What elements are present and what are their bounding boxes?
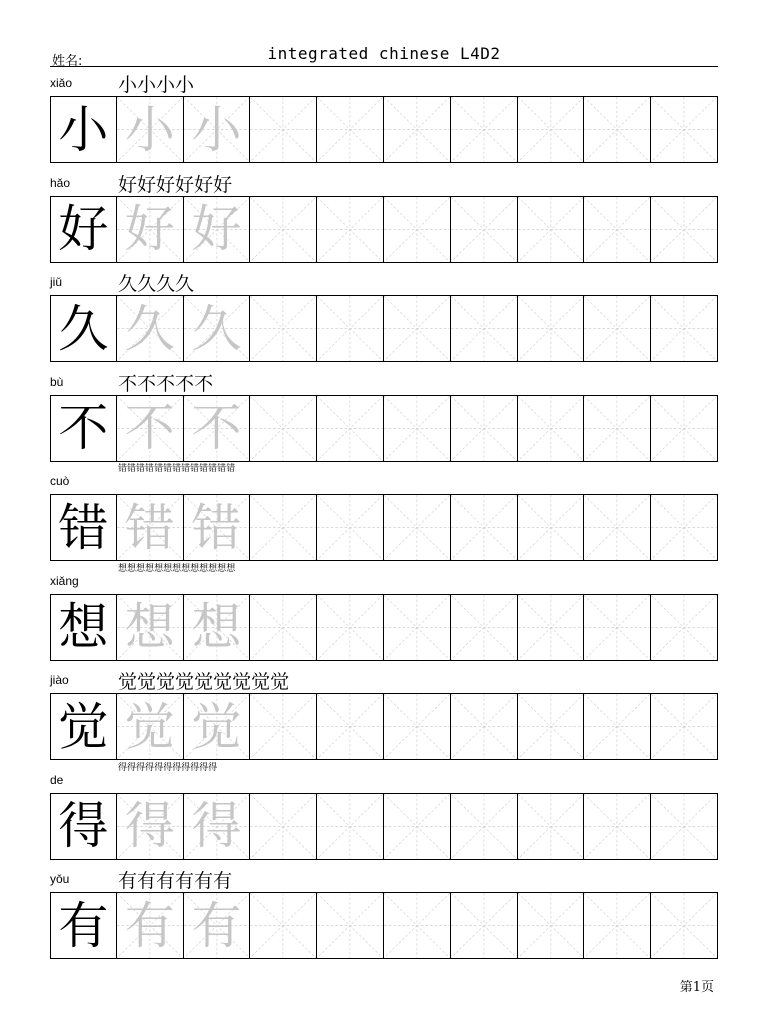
trace-character: 不 [191,399,242,457]
empty-practice-box[interactable] [451,892,518,959]
empty-practice-box[interactable] [250,295,317,362]
stroke-step: 得 [181,762,191,773]
empty-practice-box[interactable] [651,395,718,462]
stroke-step: 有 [213,870,233,892]
stroke-step: 得 [145,762,155,773]
stroke-step: 想 [217,563,227,574]
stroke-step: 觉 [194,671,214,693]
empty-practice-box[interactable] [518,892,585,959]
grid-guide-lines [584,97,650,162]
grid-guide-lines [384,197,450,262]
stroke-step: 错 [208,464,218,474]
stroke-step: 想 [181,563,191,574]
model-character-box [50,395,117,462]
stroke-step: 想 [127,563,137,574]
grid-guide-lines [250,396,316,461]
trace-character-box[interactable] [184,793,251,860]
grid-guide-lines [250,495,316,560]
stroke-step: 得 [190,762,200,773]
empty-practice-box[interactable] [384,196,451,263]
empty-practice-box[interactable] [384,594,451,661]
page-number: 第1页 [679,980,714,995]
empty-practice-box[interactable] [250,494,317,561]
pinyin-label: de [50,772,64,787]
empty-practice-box[interactable] [317,295,384,362]
model-character: 觉 [58,697,109,756]
pinyin-label: cuò [50,474,70,488]
stroke-step: 错 [145,464,155,474]
empty-practice-box[interactable] [651,96,718,163]
stroke-order-sequence [118,667,290,693]
trace-character: 小 [124,100,175,159]
stroke-step: 想 [136,563,146,574]
grid-guide-lines [451,396,517,461]
trace-character: 得 [191,797,242,855]
grid-guide-lines [584,595,650,660]
empty-practice-box[interactable] [651,196,718,263]
empty-practice-box[interactable] [384,96,451,163]
trace-character-box[interactable] [184,892,251,959]
empty-practice-box[interactable] [250,395,317,462]
practice-row [50,369,720,469]
character-grid [50,594,718,661]
grid-guide-lines [518,296,584,361]
stroke-step: 想 [172,563,182,574]
grid-guide-lines [518,694,584,759]
grid-guide-lines [651,495,717,560]
stroke-step: 不 [175,372,195,395]
empty-practice-box[interactable] [317,96,384,163]
grid-guide-lines [584,396,650,461]
stroke-order-sequence [118,464,238,486]
trace-character-box[interactable] [117,594,184,661]
grid-guide-lines [451,694,517,759]
stroke-step: 好 [118,173,138,196]
trace-character-box[interactable] [117,693,184,760]
stroke-step: 得 [163,762,173,773]
stroke-order-sequence [118,763,238,785]
model-character-box [50,96,117,163]
empty-practice-box[interactable] [384,693,451,760]
stroke-order-sequence [118,369,214,395]
worksheet-title: integrated chinese L4D2 [267,44,501,63]
grid-guide-lines [384,893,450,958]
grid-guide-lines [317,495,383,560]
empty-practice-box[interactable] [384,295,451,362]
model-character-box [50,295,117,362]
empty-practice-box[interactable] [518,295,585,362]
model-character: 得 [58,797,109,855]
grid-guide-lines [518,893,584,958]
trace-character: 错 [124,498,175,557]
stroke-step: 得 [136,762,146,773]
trace-character: 想 [124,598,175,656]
pinyin-label: hǎo [50,175,71,190]
empty-practice-box[interactable] [451,793,518,860]
stroke-step: 觉 [213,671,233,693]
grid-guide-lines [317,97,383,162]
stroke-step: 错 [136,464,146,474]
empty-practice-box[interactable] [384,494,451,561]
trace-character-box[interactable] [117,793,184,860]
stroke-step: 觉 [175,671,195,693]
trace-character-box[interactable] [117,295,184,362]
trace-character: 好 [191,200,242,258]
empty-practice-box[interactable] [584,494,651,561]
stroke-step: 得 [127,762,137,773]
model-character-box [50,594,117,661]
stroke-step: 错 [172,464,182,474]
empty-practice-box[interactable] [317,693,384,760]
grid-guide-lines [384,794,450,859]
empty-practice-box[interactable] [518,594,585,661]
empty-practice-box[interactable] [651,295,718,362]
grid-guide-lines [317,197,383,262]
stroke-step: 小 [156,74,176,96]
stroke-step: 得 [118,762,128,773]
stroke-step: 有 [194,870,214,892]
practice-row [50,667,720,767]
pinyin-label: xiǎo [50,76,73,90]
empty-practice-box[interactable] [584,594,651,661]
stroke-step: 错 [163,464,173,474]
grid-guide-lines [518,595,584,660]
empty-practice-box[interactable] [451,395,518,462]
empty-practice-box[interactable] [317,892,384,959]
stroke-step: 小 [137,74,157,96]
stroke-step: 错 [118,464,128,474]
model-character: 错 [58,498,109,557]
stroke-step: 好 [137,173,157,196]
empty-practice-box[interactable] [451,295,518,362]
stroke-step: 得 [208,762,218,773]
empty-practice-box[interactable] [451,594,518,661]
stroke-step: 有 [118,870,138,892]
pinyin-label: jiào [50,673,69,687]
stroke-step: 觉 [270,671,290,693]
stroke-step: 久 [175,273,195,295]
grid-guide-lines [518,97,584,162]
grid-guide-lines [250,794,316,859]
stroke-step: 想 [226,563,236,574]
trace-character-box[interactable] [184,395,251,462]
grid-guide-lines [651,794,717,859]
empty-practice-box[interactable] [451,494,518,561]
stroke-step: 想 [190,563,200,574]
grid-guide-lines [317,893,383,958]
empty-practice-box[interactable] [250,793,317,860]
stroke-step: 不 [156,372,176,395]
empty-practice-box[interactable] [584,96,651,163]
empty-practice-box[interactable] [451,693,518,760]
grid-guide-lines [384,396,450,461]
empty-practice-box[interactable] [518,196,585,263]
trace-character-box[interactable] [117,395,184,462]
grid-guide-lines [451,197,517,262]
empty-practice-box[interactable] [317,395,384,462]
stroke-step: 久 [156,273,176,295]
grid-guide-lines [384,97,450,162]
stroke-step: 觉 [251,671,271,693]
character-grid [50,96,718,163]
stroke-step: 错 [190,464,200,474]
trace-character: 觉 [124,697,175,756]
empty-practice-box[interactable] [584,693,651,760]
grid-guide-lines [317,694,383,759]
trace-character-box[interactable] [184,196,251,263]
trace-character-box[interactable] [184,96,251,163]
trace-character-box[interactable] [184,693,251,760]
grid-guide-lines [384,296,450,361]
empty-practice-box[interactable] [651,594,718,661]
stroke-step: 想 [118,563,128,574]
empty-practice-box[interactable] [651,793,718,860]
pinyin-label: xiǎng [50,573,79,588]
grid-guide-lines [451,595,517,660]
empty-practice-box[interactable] [384,793,451,860]
empty-practice-box[interactable] [584,196,651,263]
grid-guide-lines [384,694,450,759]
grid-guide-lines [518,794,584,859]
empty-practice-box[interactable] [451,196,518,263]
grid-guide-lines [250,296,316,361]
model-character-box [50,494,117,561]
practice-row [50,70,720,170]
grid-guide-lines [250,595,316,660]
grid-guide-lines [250,893,316,958]
empty-practice-box[interactable] [317,494,384,561]
character-grid [50,693,718,760]
grid-guide-lines [518,495,584,560]
stroke-step: 觉 [232,671,252,693]
grid-guide-lines [584,197,650,262]
grid-guide-lines [651,197,717,262]
empty-practice-box[interactable] [384,395,451,462]
stroke-step: 好 [156,173,176,196]
grid-guide-lines [584,694,650,759]
grid-guide-lines [518,197,584,262]
trace-character-box[interactable] [184,594,251,661]
empty-practice-box[interactable] [317,594,384,661]
stroke-step: 好 [213,173,233,196]
grid-guide-lines [451,495,517,560]
model-character: 不 [58,399,109,457]
pinyin-label: jiǔ [50,275,63,289]
grid-guide-lines [451,296,517,361]
practice-row [50,762,720,867]
stroke-step: 想 [145,563,155,574]
empty-practice-box[interactable] [651,892,718,959]
stroke-step: 有 [156,870,176,892]
trace-character: 有 [124,896,175,955]
grid-guide-lines [651,97,717,162]
stroke-step: 错 [199,464,209,474]
empty-practice-box[interactable] [584,793,651,860]
practice-row [50,269,720,369]
stroke-step: 想 [208,563,218,574]
empty-practice-box[interactable] [250,594,317,661]
practice-row [50,866,720,966]
stroke-step: 有 [175,870,195,892]
trace-character-box[interactable] [117,892,184,959]
grid-guide-lines [584,794,650,859]
empty-practice-box[interactable] [250,196,317,263]
stroke-step: 久 [118,273,138,295]
model-character: 小 [58,100,109,159]
grid-guide-lines [317,396,383,461]
empty-practice-box[interactable] [250,96,317,163]
worksheet-header [50,44,718,67]
name-label: 姓名: [52,54,83,69]
stroke-order-sequence [118,269,195,295]
character-grid [50,494,718,561]
practice-row [50,563,720,668]
empty-practice-box[interactable] [250,892,317,959]
empty-practice-box[interactable] [250,693,317,760]
stroke-step: 有 [137,870,157,892]
trace-character-box[interactable] [117,96,184,163]
stroke-step: 不 [194,372,214,395]
stroke-order-sequence [118,866,233,892]
stroke-step: 错 [154,464,164,474]
trace-character-box[interactable] [184,494,251,561]
model-character-box [50,693,117,760]
trace-character-box[interactable] [117,196,184,263]
stroke-step: 错 [226,464,236,474]
empty-practice-box[interactable] [584,395,651,462]
pinyin-label: yǒu [50,872,70,886]
pinyin-label: bù [50,374,64,389]
model-character: 想 [58,598,109,656]
grid-guide-lines [317,595,383,660]
empty-practice-box[interactable] [651,693,718,760]
character-grid [50,892,718,959]
grid-guide-lines [584,893,650,958]
stroke-step: 得 [199,762,209,773]
stroke-order-sequence [118,70,195,96]
stroke-step: 好 [194,173,214,196]
empty-practice-box[interactable] [451,96,518,163]
empty-practice-box[interactable] [317,196,384,263]
stroke-order-sequence [118,564,238,586]
empty-practice-box[interactable] [584,892,651,959]
trace-character: 好 [124,200,175,258]
empty-practice-box[interactable] [651,494,718,561]
grid-guide-lines [451,794,517,859]
stroke-step: 错 [217,464,227,474]
stroke-step: 不 [137,372,157,395]
stroke-step: 错 [127,464,137,474]
grid-guide-lines [384,495,450,560]
stroke-step: 久 [137,273,157,295]
model-character-box [50,892,117,959]
grid-guide-lines [651,296,717,361]
grid-guide-lines [651,694,717,759]
trace-character: 有 [191,896,242,955]
trace-character: 得 [124,797,175,855]
model-character-box [50,196,117,263]
stroke-step: 小 [118,74,138,96]
stroke-step: 想 [154,563,164,574]
grid-guide-lines [250,694,316,759]
character-grid [50,395,718,462]
trace-character: 久 [191,299,242,358]
model-character: 有 [58,896,109,955]
trace-character-box[interactable] [117,494,184,561]
grid-guide-lines [384,595,450,660]
practice-row [50,464,720,568]
stroke-step: 得 [154,762,164,773]
grid-guide-lines [250,197,316,262]
grid-guide-lines [317,296,383,361]
trace-character: 错 [191,498,242,557]
grid-guide-lines [451,893,517,958]
stroke-step: 想 [163,563,173,574]
empty-practice-box[interactable] [518,96,585,163]
trace-character: 不 [124,399,175,457]
empty-practice-box[interactable] [518,793,585,860]
stroke-step: 觉 [137,671,157,693]
practice-row [50,170,720,270]
stroke-step: 不 [118,372,138,395]
trace-character: 久 [124,299,175,358]
empty-practice-box[interactable] [384,892,451,959]
grid-guide-lines [451,97,517,162]
trace-character: 小 [191,100,242,159]
grid-guide-lines [651,396,717,461]
character-grid [50,196,718,263]
stroke-step: 好 [175,173,195,196]
model-character-box [50,793,117,860]
stroke-step: 小 [175,74,195,96]
empty-practice-box[interactable] [518,494,585,561]
stroke-step: 错 [181,464,191,474]
stroke-step: 觉 [156,671,176,693]
trace-character: 觉 [191,697,242,756]
empty-practice-box[interactable] [518,693,585,760]
character-grid [50,295,718,362]
stroke-step: 得 [172,762,182,773]
stroke-step: 想 [199,563,209,574]
empty-practice-box[interactable] [518,395,585,462]
grid-guide-lines [651,595,717,660]
trace-character-box[interactable] [184,295,251,362]
grid-guide-lines [584,495,650,560]
empty-practice-box[interactable] [317,793,384,860]
trace-character: 想 [191,598,242,656]
grid-guide-lines [250,97,316,162]
grid-guide-lines [651,893,717,958]
grid-guide-lines [518,396,584,461]
stroke-step: 觉 [118,671,138,693]
grid-guide-lines [584,296,650,361]
empty-practice-box[interactable] [584,295,651,362]
stroke-order-sequence [118,170,233,196]
model-character: 久 [58,299,109,358]
grid-guide-lines [317,794,383,859]
model-character: 好 [58,200,109,258]
character-grid [50,793,718,860]
